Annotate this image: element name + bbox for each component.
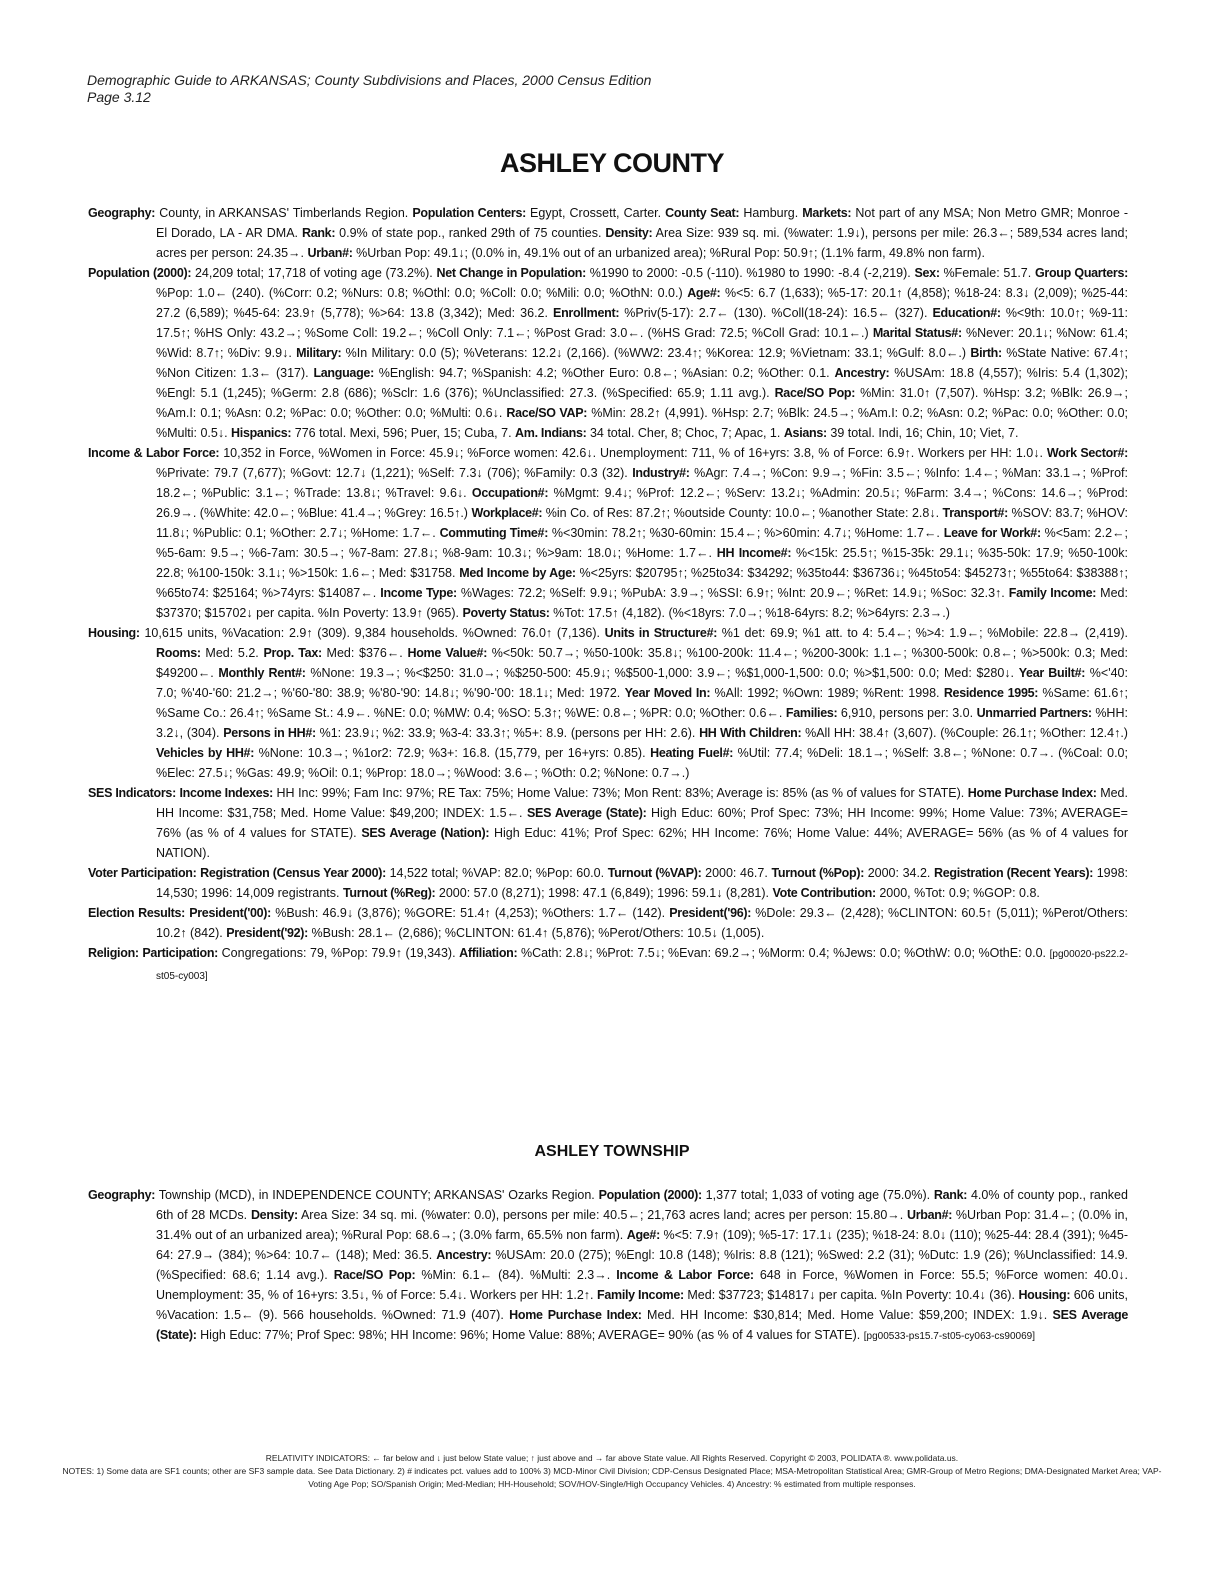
field-label: Marital Status#: [872, 326, 962, 340]
source-reference: [pg00533-ps15.7-st05-cy063-cs90069] [863, 1331, 1035, 1342]
field-label: Vote Contribution: [772, 886, 876, 900]
field-value: %Priv(5-17): 2.7← (130). %Coll(18-24): 16.5← (327). [624, 306, 928, 320]
field-label: Participation: [142, 946, 219, 960]
page-number: Page 3.12 [87, 89, 151, 105]
election-results-entry [88, 903, 1128, 943]
field-label: Income & Labor Force: [616, 1268, 754, 1282]
field-label: Race/SO Pop: [774, 386, 856, 400]
field-value: %English: 94.7; %Spanish: 4.2; %Other Euro: 0.8←; %Asian: 0.2; %Other: 0.1. [378, 366, 830, 380]
field-label: Industry#: [632, 466, 690, 480]
field-value: %<30min: 78.2↑; %30-60min: 15.4←; %>60min: 4.7↓; %Home: 1.7←. [551, 526, 940, 540]
field-value: 6,910, persons per: 3.0. [840, 706, 974, 720]
field-value: Med: $37723; $14817↓ per capita. %In Poverty: 10.4↓ (36). [687, 1288, 1015, 1302]
field-label: Work Sector#: [1046, 446, 1128, 460]
field-value: High Educ: 77%; Prof Spec: 98%; HH Income: 96%; Home Value: 88%; AVERAGE= 90% (as % of 4 values for STATE). [200, 1328, 861, 1342]
field-label: Units in Structure#: [604, 626, 718, 640]
field-label: Income Type: [380, 586, 457, 600]
field-label: Urban#: [307, 246, 353, 260]
field-label: Rank: [301, 226, 336, 240]
field-label: Rooms: [156, 646, 201, 660]
field-value: HH Inc: 99%; Fam Inc: 97%; RE Tax: 75%; Home Value: 73%; Mon Rent: 83%; Average is: 85% (as % of values for STATE). [276, 786, 965, 800]
field-label: Year Built#: [1018, 666, 1086, 680]
county-profile [88, 203, 1128, 987]
field-value: %<5: 6.7 (1,633); %5-17: 20.1↑ (4,858); %18-24: 8.3↓ (2,009); %25-44: 27.2 (6,589); %45-64: 23.9↑ (5,778); %>64: 13.8 (3,342); Med: 36.2. [156, 286, 1129, 320]
field-label: Persons in HH#: [223, 726, 316, 740]
field-value: Med. HH Income: $31,758; Med. Home Value: $49,200; INDEX: 1.5←. [156, 786, 1128, 820]
page-footer [60, 1452, 1164, 1491]
field-value: %SOV: 83.7; %HOV: 11.8↓; %Public: 0.1; %Other: 2.7↓; %Home: 1.7←. [156, 506, 1128, 540]
field-label: Registration (Recent Years): [934, 866, 1094, 880]
field-label: Net Change in Population: [436, 266, 586, 280]
field-value: %All: 1992; %Own: 1989; %Rent: 1998. [714, 686, 940, 700]
field-label: Race/SO Pop: [333, 1268, 416, 1282]
field-label: President('92): [226, 926, 309, 940]
field-value: %All HH: 38.4↑ (3,607). (%Couple: 26.1↑; %Other: 12.4↑.) [805, 726, 1128, 740]
document-header [87, 72, 651, 106]
field-label: Markets: [802, 206, 852, 220]
field-value: Med: $37370; $15702↓ per capita. %In Poverty: 13.9↑ (965). [156, 586, 1128, 620]
source-reference: [pg00020-ps22.2-st05-cy003] [156, 949, 1129, 982]
field-value: %Cath: 2.8↓; %Prot: 7.5↓; %Evan: 69.2→; %Morm: 0.4; %Jews: 0.0; %OthW: 0.0; %OthE: 0.0. [520, 946, 1047, 960]
field-label: Income & Labor Force: [88, 446, 220, 460]
field-value: %Pop: 1.0← (240). (%Corr: 0.2; %Nurs: 0.8; %Othl: 0.0; %Coll: 0.0; %Mili: 0.0; %OthN: 0.0.) [156, 286, 683, 300]
field-label: Age#: [626, 1228, 660, 1242]
field-value: %<5am: 2.2←; %5-6am: 9.5→; %6-7am: 30.5→; %7-8am: 27.8↓; %8-9am: 10.3↓; %>9am: 18.0↓; %Home: 1.7←. [156, 526, 1129, 560]
township-profile [88, 1185, 1128, 1347]
field-label: SES Average (State): [156, 1308, 1129, 1342]
religion-entry [88, 943, 1128, 987]
field-label: Family Income: [597, 1288, 684, 1302]
field-value: %Female: 51.7. [943, 266, 1032, 280]
field-label: Density: [250, 1208, 298, 1222]
field-value: %None: 10.3→; %1or2: 72.9; %3+: 16.8. (15,779, per 16+yrs: 0.85). [258, 746, 646, 760]
field-value: %<9th: 10.0↑; %9-11: 17.5↑; %HS Only: 43.2→; %Some Coll: 19.2←; %Coll Only: 7.1←; %Post Grad: 3.0←. (%HS Grad: 72.5; %Coll Grad: 10.1←.) [156, 306, 1128, 340]
field-value: 0.9% of state pop., ranked 29th of 75 counties. [339, 226, 602, 240]
field-label: Rank: [933, 1188, 968, 1202]
housing-entry [88, 623, 1128, 783]
field-value: Hamburg. [743, 206, 799, 220]
field-value: %Dole: 29.3← (2,428); %CLINTON: 60.5↑ (5,011); %Perot/Others: 10.2↑ (842). [156, 906, 1128, 940]
field-label: Asians: [783, 426, 827, 440]
field-label: Age#: [687, 286, 721, 300]
field-value: %In Military: 0.0 (5); %Veterans: 12.2↓ (2,166). (%WW2: 23.4↑; %Korea: 12.9; %Vietnam: 33.1; %Gulf: 8.0←.) [345, 346, 967, 360]
field-value: %USAm: 18.8 (4,557); %Iris: 5.4 (1,302); %Engl: 5.1 (1,245); %Germ: 2.8 (686); %Sclr: 1.6 (376); %Unclassified: 27.3. (%Specified: 65.9; 1.11 avg.). [156, 366, 1128, 400]
field-label: Urban#: [907, 1208, 953, 1222]
field-label: Prop. Tax: [263, 646, 322, 660]
voter-participation-entry [88, 863, 1128, 903]
ses-indicators-entry [88, 783, 1128, 863]
field-value: %Never: 20.1↓; %Now: 61.4; %Wid: 8.7↑; %Div: 9.9↓. [156, 326, 1128, 360]
field-label: HH With Children: [699, 726, 802, 740]
field-value: High Educ: 60%; Prof Spec: 73%; HH Income: 99%; Home Value: 73%; AVERAGE= 76% (as % of 4 values for STATE). [156, 806, 1128, 840]
field-value: 24,209 total; 17,718 of voting age (73.2%). [194, 266, 433, 280]
field-label: SES Indicators: [88, 786, 176, 800]
field-label: Heating Fuel#: [650, 746, 734, 760]
field-label: President('96): [669, 906, 752, 920]
field-label: Income Indexes: [179, 786, 273, 800]
field-value: 14,522 total; %VAP: 82.0; %Pop: 60.0. [389, 866, 605, 880]
field-label: County Seat: [665, 206, 740, 220]
field-label: Race/SO VAP: [506, 406, 588, 420]
field-value: 10,352 in Force, %Women in Force: 45.9↓; %Force women: 42.6↓. Unemployment: 711, % of 16+yrs: 3.8, % of Force: 6.9↑. Workers per HH: 1.0↓. [223, 446, 1043, 460]
field-value: 34 total. Cher, 8; Choc, 7; Apac, 1. [589, 426, 781, 440]
township-geography-entry [88, 1185, 1128, 1347]
field-label: Language: [313, 366, 374, 380]
field-label: Geography: [88, 1188, 156, 1202]
field-label: Sex: [914, 266, 940, 280]
field-value: %HH: 3.2↓, (304). [156, 706, 1128, 740]
field-value: %Private: 79.7 (7,677); %Govt: 12.7↓ (1,221); %Self: 7.3↓ (706); %Family: 0.3 (32). [156, 466, 628, 480]
field-label: Birth: [970, 346, 1002, 360]
field-value: %Min: 31.0↑ (7,507). %Hsp: 3.2; %Blk: 26.9→; %Am.I: 0.1; %Asn: 0.2; %Pac: 0.0; %Other: 0.0; %Multi: 0.6↓. [156, 386, 1128, 420]
field-value: %Wages: 72.2; %Self: 9.9↓; %PubA: 3.9→; %SSI: 6.9↑; %Int: 20.9←; %Ret: 14.9↓; %Soc: 32.3↑. [460, 586, 1005, 600]
field-value: %Mgmt: 9.4↓; %Prof: 12.2←; %Serv: 13.2↓; %Admin: 20.5↓; %Farm: 3.4→; %Cons: 14.6→; %Prod: 26.9→. (%White: 42.0←; %Blue: 41.4→; %Grey: 16.5↑.) [156, 486, 1128, 520]
field-value: %Min: 6.1← (84). %Multi: 2.3→. [421, 1268, 611, 1282]
field-value: 4.0% of county pop., ranked 6th of 28 MCDs. [156, 1188, 1128, 1222]
relativity-indicators: RELATIVITY INDICATORS: ← far below and ↓ just below State value; ↑ just above and → far above State value. All Rights Reserved. Copyright © 2003, POLIDATA ®. www.polidata.us. [265, 1453, 959, 1463]
field-label: Home Purchase Index: [509, 1308, 642, 1322]
field-label: Religion: [88, 946, 139, 960]
field-label: Geography: [88, 206, 156, 220]
income-labor-entry [88, 443, 1128, 623]
field-value: %<5: 7.9↑ (109); %5-17: 17.1↓ (235); %18-24: 8.0↓ (110); %25-44: 28.4 (391); %45-64: 27.9→ (384); %>64: 10.7← (148); Med: 36.5. [156, 1228, 1128, 1262]
field-label: Family Income: [1008, 586, 1097, 600]
field-value: %Same: 61.6↑; %Same Co.: 26.4↑; %Same St.: 4.9←. %NE: 0.0; %MW: 0.4; %SO: 5.3↑; %WE: 0.8←; %PR: 0.0; %Other: 0.6←. [156, 686, 1128, 720]
field-value: 10,615 units, %Vacation: 2.9↑ (309). 9,384 households. %Owned: 76.0↑ (7,136). [144, 626, 600, 640]
field-value: 39 total. Indi, 16; Chin, 10; Viet, 7. [830, 426, 1019, 440]
field-value: %State Native: 67.4↑; %Non Citizen: 1.3← (317). [156, 346, 1129, 380]
field-label: Unmarried Partners: [976, 706, 1092, 720]
field-value: Med: $376←. [326, 646, 403, 660]
field-label: Year Moved In: [624, 686, 711, 700]
field-label: Ancestry: [834, 366, 890, 380]
field-value: Med: 5.2. [205, 646, 259, 660]
field-label: Hispanics: [231, 426, 292, 440]
field-label: President('00): [189, 906, 272, 920]
field-label: Families: [785, 706, 838, 720]
field-label: Density: [605, 226, 653, 240]
field-label: Election Results: [88, 906, 186, 920]
field-value: County, in ARKANSAS' Timberlands Region. [159, 206, 409, 220]
field-value: %Agr: 7.4→; %Con: 9.9→; %Fin: 3.5←; %Info: 1.4←; %Man: 33.1→; %Prof: 18.2←; %Public: 3.1←; %Trade: 13.8↓; %Travel: 9.6↓. [156, 466, 1128, 500]
field-label: Transport#: [942, 506, 1009, 520]
field-value: High Educ: 41%; Prof Spec: 62%; HH Income: 76%; Home Value: 44%; AVERAGE= 56% (as % of 4 values for NATION). [156, 826, 1128, 860]
field-label: Voter Participation: [88, 866, 197, 880]
field-label: Turnout (%Reg): [342, 886, 436, 900]
field-label: Population (2000): [598, 1188, 702, 1202]
field-label: Ancestry: [436, 1248, 492, 1262]
field-value: %1990 to 2000: -0.5 (-110). %1980 to 1990: -8.4 (-2,219). [589, 266, 911, 280]
field-value: %None: 19.3→; %<$250: 31.0→; %$250-500: 45.9↓; %$500-1,000: 3.9←; %$1,000-1,500: 0.0; %>$1,500: 0.0; Med: $280↓. [310, 666, 1015, 680]
field-value: Area Size: 939 sq. mi. (%water: 1.9↓), persons per mile: 26.3←; 589,534 acres land; acres per person: 24.35→. [156, 226, 1128, 260]
field-label: Workplace#: [471, 506, 543, 520]
field-value: %<15k: 25.5↑; %15-35k: 29.1↓; %35-50k: 17.9; %50-100k: 22.8; %100-150k: 3.1↓; %>150k: 1.6←; Med: $31758. [156, 546, 1128, 580]
field-value: %Util: 77.4; %Deli: 18.1→; %Self: 3.8←; %None: 0.7→. (%Coal: 0.0; %Elec: 27.5↓; %Gas: 49.9; %Oil: 0.1; %Prop: 18.0→; %Wood: 3.6←; %Oth: 0.2; %None: 0.7→.) [156, 746, 1128, 780]
field-label: Leave for Work#: [943, 526, 1041, 540]
field-label: SES Average (Nation): [361, 826, 490, 840]
field-label: Housing: [88, 626, 140, 640]
field-value: 2000, %Tot: 0.9; %GOP: 0.8. [879, 886, 1040, 900]
field-label: Group Quarters: [1034, 266, 1128, 280]
field-value: Congregations: 79, %Pop: 79.9↑ (19,343). [221, 946, 456, 960]
field-label: Poverty Status: [462, 606, 550, 620]
field-label: Population Centers: [412, 206, 526, 220]
field-value: 606 units, %Vacation: 1.5← (9). 566 households. %Owned: 71.9 (407). [156, 1288, 1128, 1322]
geography-entry [88, 203, 1128, 263]
field-value: 2000: 46.7. [705, 866, 768, 880]
field-value: %<50k: 50.7→; %50-100k: 35.8↓; %100-200k: 11.4←; %200-300k: 1.1←; %300-500k: 0.8←; %>500k: 0.3; Med: $49200←. [156, 646, 1128, 680]
field-value: %in Co. of Res: 87.2↑; %outside County: 10.0←; %another State: 2.8↓. [545, 506, 940, 520]
field-value: 2000: 57.0 (8,271); 1998: 47.1 (6,849); 1996: 59.1↓ (8,281). [438, 886, 770, 900]
field-value: Township (MCD), in INDEPENDENCE COUNTY; ARKANSAS' Ozarks Region. [158, 1188, 595, 1202]
field-value: %1 det: 69.9; %1 att. to 4: 5.4←; %>4: 1.9←; %Mobile: 22.8→ (2,419). [721, 626, 1128, 640]
field-value: 2000: 34.2. [867, 866, 931, 880]
field-label: Education#: [932, 306, 1001, 320]
field-value: %Urban Pop: 31.4←; (0.0% in, 31.4% out of an urbanized area); %Rural Pop: 68.6→; (3.0% farm, 65.5% non farm). [156, 1208, 1128, 1242]
footer-notes: NOTES: 1) Some data are SF1 counts; other are SF3 sample data. See Data Dictionary. 2) # indicates pct. values add to 100% 3) MCD-Minor Civil Division; CDP-Census Designated Place; MSA-Metropolitan Statistical Area; GMR-Group of Metro Regions; DMA-Designated Market Area; VAP-Voting Age Pop; SO/Spanish Origin; Med-Median; HH-Household; SOV/HOV-Single/High Occupancy Vehicles. 4) Ancestry: % estimated from multiple responses. [62, 1466, 1162, 1489]
field-value: %Bush: 28.1← (2,686); %CLINTON: 61.4↑ (5,876); %Perot/Others: 10.5↓ (1,005). [311, 926, 765, 940]
field-value: 648 in Force, %Women in Force: 55.5; %Force women: 40.0↓. Unemployment: 35, % of 16+yrs: 3.5↓, % of Force: 5.4↓. Workers per HH: 1.2↑. [156, 1268, 1128, 1302]
field-value: %Urban Pop: 49.1↓; (0.0% in, 49.1% out of an urbanized area); %Rural Pop: 50.9↑; (1.1% farm, 49.8% non farm). [356, 246, 985, 260]
field-label: Turnout (%Pop): [771, 866, 865, 880]
field-value: Med. HH Income: $30,814; Med. Home Value: $59,200; INDEX: 1.9↓. [647, 1308, 1048, 1322]
field-value: Egypt, Crossett, Carter. [530, 206, 662, 220]
field-label: Affiliation: [459, 946, 518, 960]
field-value: %<25yrs: $20795↑; %25to34: $34292; %35to44: $36736↓; %45to54: $45273↑; %55to64: $38388↑; %65to74: $25164; %>74yrs: $14087←. [156, 566, 1128, 600]
field-value: 1,377 total; 1,033 of voting age (75.0%). [705, 1188, 931, 1202]
field-value: Not part of any MSA; Non Metro GMR; Monroe - El Dorado, LA - AR DMA. [156, 206, 1129, 240]
population-entry [88, 263, 1128, 443]
field-label: Am. Indians: [515, 426, 587, 440]
field-label: Turnout (%VAP): [607, 866, 702, 880]
county-title: ASHLEY COUNTY [499, 148, 725, 178]
field-value: %Tot: 17.5↑ (4,182). (%<18yrs: 7.0→; %18-64yrs: 8.2; %>64yrs: 2.3→.) [553, 606, 950, 620]
field-label: Commuting Time#: [439, 526, 549, 540]
field-label: Home Purchase Index: [967, 786, 1097, 800]
field-label: Residence 1995: [943, 686, 1039, 700]
field-value: %Min: 28.2↑ (4,991). %Hsp: 2.7; %Blk: 24.5→; %Am.I: 0.2; %Asn: 0.2; %Pac: 0.0; %Other: 0.0; %Multi: 0.5↓. [156, 406, 1128, 440]
field-label: Registration (Census Year 2000): [200, 866, 386, 880]
field-label: Home Value#: [407, 646, 488, 660]
field-label: Monthly Rent#: [218, 666, 306, 680]
field-label: Population (2000): [88, 266, 192, 280]
field-label: Occupation#: [471, 486, 549, 500]
field-value: %<'40: 7.0; %'40-'60: 21.2→; %'60-'80: 38.9; %'80-'90: 14.8↓; %'90-'00: 18.1↓; Med: 1972. [156, 666, 1128, 700]
field-label: Housing: [1018, 1288, 1071, 1302]
field-value: %Bush: 46.9↓ (3,876); %GORE: 51.4↑ (4,253); %Others: 1.7← (142). [275, 906, 666, 920]
township-title: ASHLEY TOWNSHIP [534, 1143, 690, 1160]
header-title: Demographic Guide to ARKANSAS; County Subdivisions and Places, 2000 Census Edition [87, 72, 652, 88]
field-value: Area Size: 34 sq. mi. (%water: 0.0), persons per mile: 40.5←; 21,763 acres land; acres per person: 15.80→. [300, 1208, 904, 1222]
field-label: HH Income#: [716, 546, 792, 560]
field-value: 776 total. Mexi, 596; Puer, 15; Cuba, 7. [294, 426, 512, 440]
field-label: Military: [296, 346, 342, 360]
field-label: SES Average (State): [527, 806, 647, 820]
field-value: %1: 23.9↓; %2: 33.9; %3-4: 33.3↑; %5+: 8.9. (persons per HH: 2.6). [319, 726, 696, 740]
field-value: %USAm: 20.0 (275); %Engl: 10.8 (148); %Iris: 8.8 (121); %Swed: 2.2 (31); %Dutc: 1.9 (26); %Unclassified: 14.9. (%Specified: 68.6; 1.14 avg.). [156, 1248, 1128, 1282]
field-label: Med Income by Age: [459, 566, 576, 580]
field-value: 1998: 14,530; 1996: 14,009 registrants. [156, 866, 1128, 900]
field-label: Vehicles by HH#: [156, 746, 255, 760]
field-label: Enrollment: [553, 306, 620, 320]
